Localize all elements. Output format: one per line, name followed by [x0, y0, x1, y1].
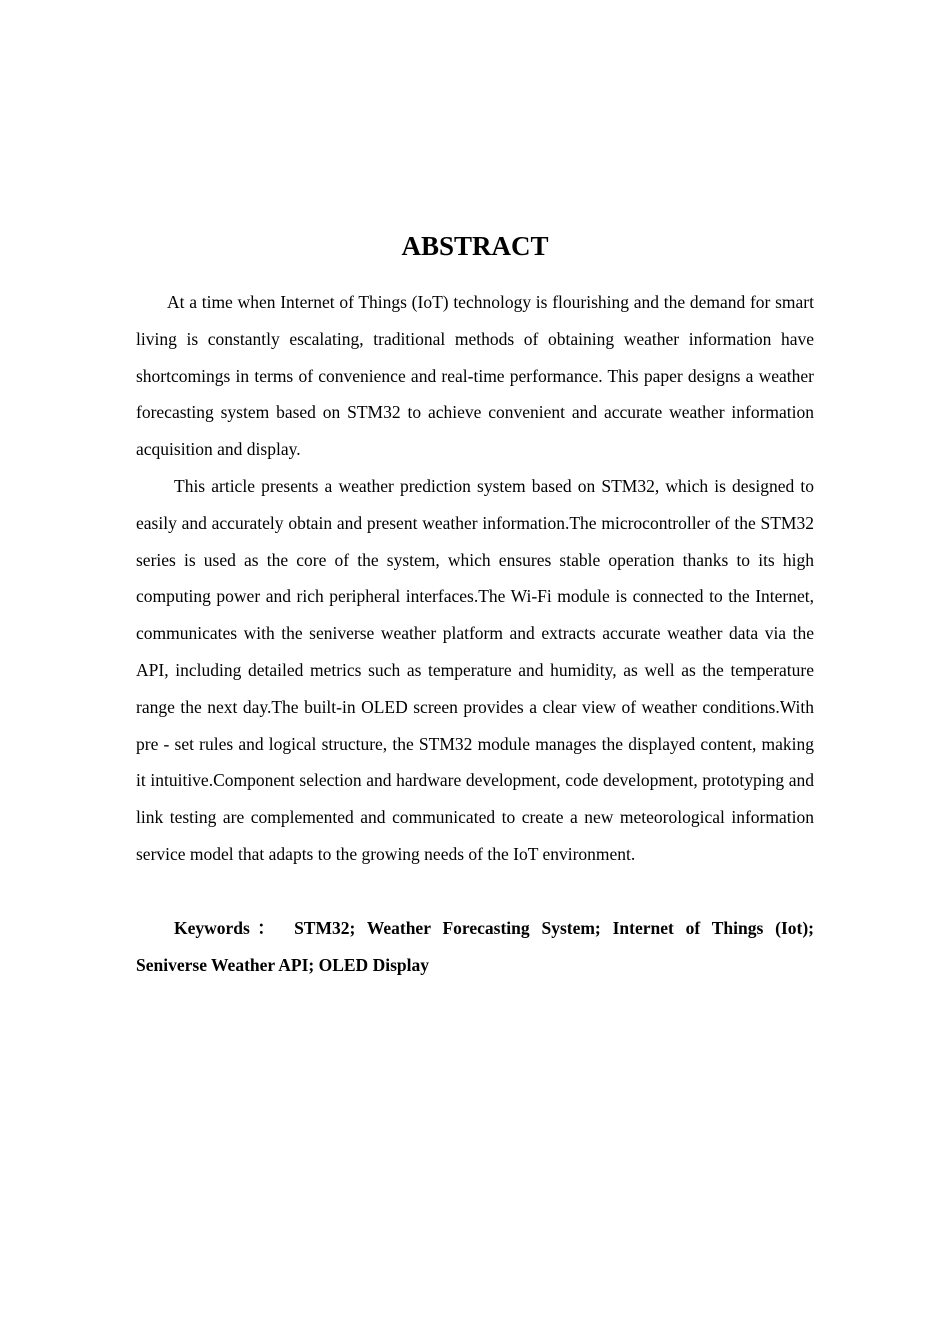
- keywords-text: STM32; Weather Forecasting System; Internet of Things (Iot); Seniverse Weather API; OLED Display: [136, 917, 814, 975]
- keywords-label: Keywords：: [174, 917, 283, 938]
- abstract-section: [136, 226, 814, 983]
- abstract-paragraph-1: At a time when Internet of Things (IoT) technology is flourishing and the demand for smart living is constantly escalating, traditional methods of obtaining weather information have shortcomings in terms of convenience and real-time performance. This paper designs a weather forecasting system based on STM32 to achieve convenient and accurate weather information acquisition and display.: [136, 292, 814, 460]
- abstract-paragraph-2: This article presents a weather prediction system based on STM32, which is designed to easily and accurately obtain and present weather information.The microcontroller of the STM32 series is used as the core of the system, which ensures stable operation thanks to its high computing power and rich peripheral interfaces.The Wi-Fi module is connected to the Internet, communicates with the seniverse weather platform and extracts accurate weather data via the API, including detailed metrics such as temperature and humidity, as well as the temperature range the next day.The built-in OLED screen provides a clear view of weather conditions.With pre - set rules and logical structure, the STM32 module manages the displayed content, making it intuitive.Component selection and hardware development, code development, prototyping and link testing are complemented and communicated to create a new meteorological information service model that adapts to the growing needs of the IoT environment.: [136, 475, 814, 864]
- abstract-title: ABSTRACT: [401, 231, 549, 261]
- keywords-line: [136, 910, 814, 984]
